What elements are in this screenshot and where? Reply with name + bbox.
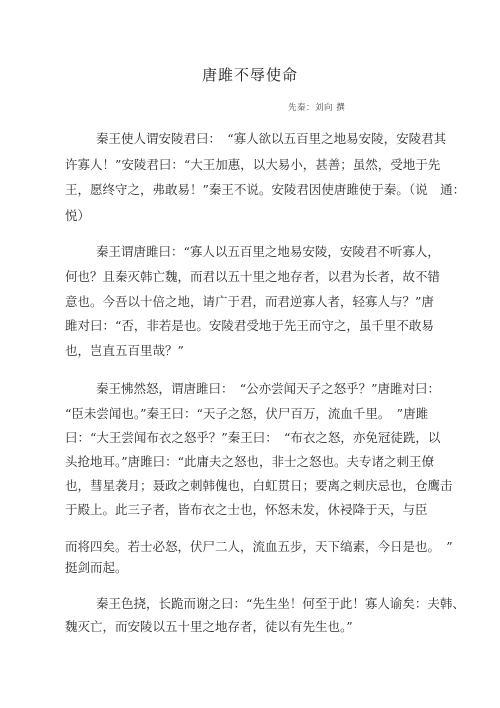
author-line: 先秦：刘向 撰: [288, 103, 346, 113]
paragraph-4-line-2: 挺剑而起。: [65, 560, 128, 575]
paragraph-2-line-2: 何也？且秦灭韩亡魏，而君以五十里之地存者，以君为长者，故不错: [65, 269, 441, 284]
paragraph-1-line-2: 许寡人！”安陵君曰：“大王加惠，以大易小，甚善；虽然，受地于先: [65, 157, 441, 172]
paragraph-1-line-3: 王，愿终守之，弗敢易！”秦王不说。安陵君因使唐雎使于秦。（说 通：: [65, 182, 466, 197]
paragraph-3-line-4: 头抢地耳。”唐雎曰：“此庸夫之怒也，非士之怒也。夫专诸之刺王僚: [65, 454, 435, 469]
paragraph-5-line-1: 秦王色挠，长跪而谢之曰：“先生坐！何至于此！寡人谕矣：夫韩、: [96, 596, 465, 611]
paragraph-3-line-5: 也，彗星袭月；聂政之刺韩傀也，白虹贯日；要离之刺庆忌也，仓鹰击: [65, 478, 453, 493]
paragraph-3-line-6: 于殿上。此三子者，皆布衣之士也，怀怒未发，休祲降于天，与臣: [65, 502, 428, 517]
page-title: 唐雎不辱使命: [201, 66, 298, 84]
paragraph-2-line-3: 意也。今吾以十倍之地，请广于君，而君逆寡人者，轻寡人与？”唐: [65, 294, 434, 309]
paragraph-1-line-1: 秦王使人谓安陵君曰： “寡人欲以五百里之地易安陵，安陵君其: [96, 131, 447, 146]
paragraph-1-line-4: 悦）: [65, 208, 91, 223]
paragraph-5-line-2: 魏灭亡，而安陵以五十里之地存者，徒以有先生也。”: [65, 619, 353, 634]
paragraph-3-line-3: 曰：“大王尝闻布衣之怒乎？”秦王曰： “布衣之怒，亦免冠徒跣，以: [65, 430, 441, 445]
paragraph-2-line-1: 秦王谓唐雎曰：“寡人以五百里之地易安陵，安陵君不听寡人，: [96, 244, 440, 259]
paragraph-4-line-1: 而将四矣。若士必怒，伏尸二人，流血五步，天下缟素，今日是也。 ”: [65, 539, 453, 554]
paragraph-2-line-5: 也，岂直五百里哉？”: [65, 343, 184, 358]
paragraph-3-line-2: “臣未尝闻也。”秦王曰：“天子之怒，伏尸百万，流血千里。 ”唐雎: [65, 406, 429, 421]
paragraph-2-line-4: 雎对曰：“否，非若是也。安陵君受地于先王而守之，虽千里不敢易: [65, 318, 434, 333]
paragraph-3-line-1: 秦王怫然怒，谓唐雎曰： “公亦尝闻天子之怒乎？”唐雎对曰：: [96, 381, 441, 396]
